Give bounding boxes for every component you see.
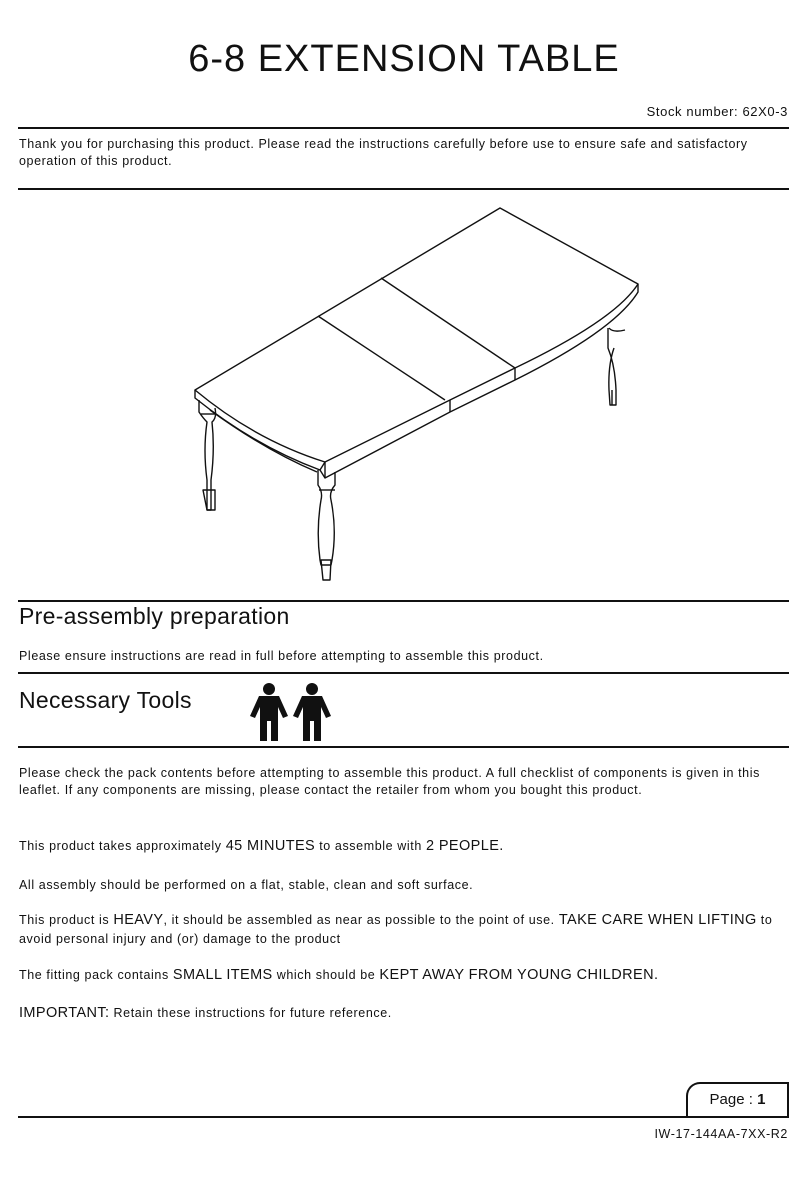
check-contents-text: Please check the pack contents before attempting to assemble this product. A full checklist of components is given in this leaflet. If any components are missing, please contact the retailer from whom you bought this product. (19, 766, 760, 797)
fitting-pack-text: The fitting pack contains SMALL ITEMS which should be KEPT AWAY FROM YOUNG CHILDREN. (19, 967, 659, 983)
divider (18, 600, 789, 602)
table-leg-front-center (318, 470, 335, 580)
take-care-value: TAKE CARE WHEN LIFTING (558, 912, 757, 928)
time-value: 45 MINUTES (225, 838, 316, 854)
divider (18, 672, 789, 674)
page-number: 1 (757, 1091, 766, 1108)
table-illustration (185, 200, 645, 592)
heavy-value: HEAVY (113, 912, 164, 928)
surface-text: All assembly should be performed on a flat, stable, clean and soft surface. (19, 878, 474, 892)
small-items-value: SMALL ITEMS (172, 967, 273, 983)
page-title: 6-8 EXTENSION TABLE (188, 38, 620, 80)
people-value: 2 PEOPLE. (425, 838, 504, 854)
heavy-warning-text: This product is HEAVY, it should be assembled as near as possible to the point of use. TAKE CARE WHEN LIFTING to avoid personal injury and (or) damage to the product (19, 912, 773, 946)
table-leg-front-left (199, 400, 216, 510)
divider (18, 1116, 789, 1118)
two-people-icon (248, 683, 332, 743)
page-number-tab: Page : 1 (686, 1082, 789, 1118)
keep-away-value: KEPT AWAY FROM YOUNG CHILDREN. (379, 967, 659, 983)
preassembly-text: Please ensure instructions are read in full before attempting to assemble this product. (19, 649, 544, 663)
assembly-time-text: This product takes approximately 45 MINUTES to assemble with 2 PEOPLE. (19, 838, 504, 854)
document-code: IW-17-144AA-7XX-R2 (654, 1127, 788, 1141)
leaf-seam-right (381, 278, 515, 368)
person-icon (250, 683, 288, 741)
table-leg-back-right (608, 328, 625, 405)
important-text: IMPORTANT: Retain these instructions for future reference. (19, 1005, 392, 1021)
tools-heading: Necessary Tools (19, 687, 192, 713)
divider (18, 746, 789, 748)
divider (18, 127, 789, 129)
leaf-seam-left (318, 316, 445, 400)
person-icon (293, 683, 331, 741)
table-top (195, 208, 638, 462)
intro-text: Thank you for purchasing this product. Please read the instructions carefully before use to ensure safe and satisfactory operation of this product. (19, 137, 748, 168)
stock-number: Stock number: 62X0-3 (646, 104, 788, 119)
divider (18, 188, 789, 190)
preassembly-heading: Pre-assembly preparation (19, 603, 290, 629)
important-label: IMPORTANT: (19, 1005, 110, 1021)
